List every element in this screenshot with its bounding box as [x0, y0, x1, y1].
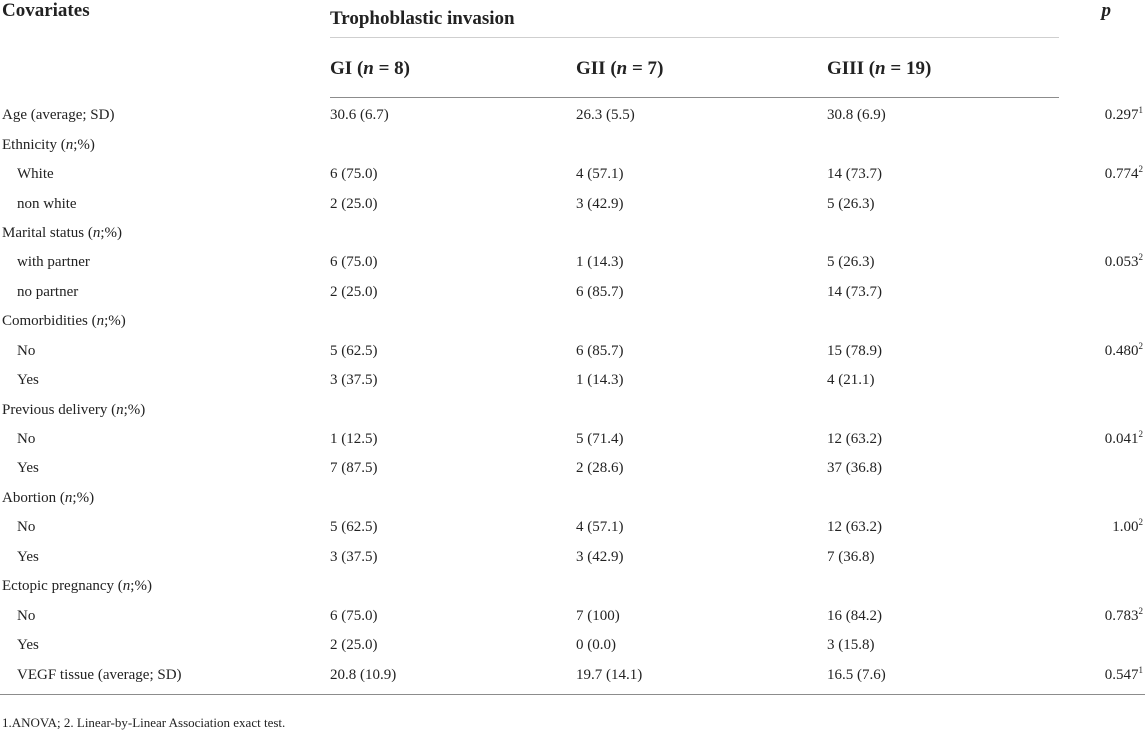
table-row [0, 366, 1145, 395]
p-value-header: p [1101, 0, 1112, 21]
group-value-g2 [576, 219, 827, 248]
table-row [0, 660, 1145, 694]
group-value-g1 [330, 395, 576, 424]
group-value-g2: 3 (42.9) [576, 195, 624, 212]
group-name: GIII [827, 57, 864, 79]
group-value-g3: 14 (73.7) [827, 283, 882, 300]
group-value-g1: 3 (37.5) [330, 372, 378, 389]
header-row-top [0, 0, 1145, 38]
group-value-g2: 6 (85.7) [576, 283, 624, 300]
table-row [0, 631, 1145, 660]
group-value-g1: 6 (75.0) [330, 254, 378, 271]
table-footnote: 1.ANOVA; 2. Linear-by-Linear Association exact test. [2, 715, 286, 730]
group-value-g1: 20.8 (10.9) [330, 660, 576, 694]
group-value-g2: 3 (42.9) [576, 548, 624, 565]
table-row [0, 160, 1145, 189]
covariate-label: Previous delivery (n;%) [2, 401, 146, 418]
table-row [0, 601, 1145, 630]
group-value-g1: 6 (75.0) [330, 607, 378, 624]
n-label: n [875, 57, 886, 79]
p-value-footnote-marker: 1 [1138, 664, 1144, 675]
group-value-g1 [330, 307, 576, 336]
covariate-label: No [17, 519, 36, 536]
p-value [1059, 366, 1145, 395]
group-value-g2: 0 (0.0) [576, 637, 616, 654]
p-value-footnote-marker: 2 [1138, 252, 1144, 263]
table-row [0, 543, 1145, 572]
group-value-g2: 6 (85.7) [576, 342, 624, 359]
p-value [1059, 543, 1145, 572]
covariate-label: White [17, 166, 54, 183]
covariate-label: Ethnicity (n;%) [2, 136, 95, 153]
p-value [1059, 484, 1145, 513]
group-value-g2 [576, 484, 827, 513]
group-value-g1: 2 (25.0) [330, 195, 378, 212]
table-row [0, 189, 1145, 218]
group-name: GI [330, 57, 353, 79]
group-value-g2 [576, 572, 827, 601]
covariate-label: Marital status (n;%) [2, 224, 122, 241]
p-value-footnote-marker: 2 [1138, 605, 1144, 616]
covariate-label: no partner [17, 283, 79, 300]
covariate-label: No [17, 607, 36, 624]
group-value-g2: 4 (57.1) [576, 519, 624, 536]
group-value-g3: 4 (21.1) [827, 372, 875, 389]
covariate-label: No [17, 342, 36, 359]
n-label: n [363, 57, 374, 79]
group-value-g1: 2 (25.0) [330, 283, 378, 300]
group-value-g3: 3 (15.8) [827, 637, 875, 654]
p-value [1059, 631, 1145, 660]
table-row [0, 395, 1145, 424]
p-value [1059, 307, 1145, 336]
table-row [0, 248, 1145, 277]
group-value-g1 [330, 130, 576, 159]
group-value-g3 [827, 130, 1059, 159]
covariate-label: Age (average; SD) [2, 106, 115, 123]
group-value-g1: 7 (87.5) [330, 460, 378, 477]
table-row [0, 278, 1145, 307]
group-value-g3: 16 (84.2) [827, 607, 882, 624]
group-value-g1 [330, 219, 576, 248]
group-value-g2: 19.7 (14.1) [576, 660, 827, 694]
group-value-g2: 1 (14.3) [576, 372, 624, 389]
n-count: = 8 [373, 57, 404, 79]
group-value-g3 [827, 572, 1059, 601]
group-value-g3: 16.5 (7.6) [827, 660, 1059, 694]
p-value: 0.480$^2$ [1104, 340, 1144, 359]
p-value [1059, 189, 1145, 218]
table-body [0, 98, 1145, 695]
table-row [0, 307, 1145, 336]
p-value: 0.297$^1$ [1104, 104, 1144, 123]
covariates-header: Covariates [2, 0, 90, 21]
p-value [1059, 278, 1145, 307]
group-header-giii: GIII (n = 19) [827, 38, 1059, 98]
p-value [1059, 219, 1145, 248]
table-row [0, 513, 1145, 542]
covariate-label: Yes [17, 372, 39, 389]
n-count: = 19 [885, 57, 925, 79]
table-row [0, 425, 1145, 454]
group-value-g1 [330, 572, 576, 601]
group-value-g3: 5 (26.3) [827, 254, 875, 271]
covariate-label: Ectopic pregnancy (n;%) [2, 578, 152, 595]
group-value-g1 [330, 484, 576, 513]
group-header-gi: GI (n = 8) [330, 38, 576, 98]
n-label: n [616, 57, 628, 79]
covariate-label: Yes [17, 460, 39, 477]
group-value-g3: 7 (36.8) [827, 548, 875, 565]
group-value-g3 [827, 484, 1059, 513]
covariate-label: Comorbidities (n;%) [2, 313, 126, 330]
group-header-gii: GII (n = 7) [576, 38, 827, 98]
group-value-g3: 15 (78.9) [827, 342, 882, 359]
group-value-g3: 12 (63.2) [827, 431, 882, 448]
group-value-g1: 30.6 (6.7) [330, 107, 389, 124]
table-row [0, 219, 1145, 248]
group-value-g3: 12 (63.2) [827, 519, 882, 536]
p-value: 0.041$^2$ [1104, 429, 1144, 448]
covariate-label: No [17, 431, 36, 448]
group-value-g1: 6 (75.0) [330, 166, 378, 183]
p-value-footnote-marker: 2 [1138, 340, 1144, 351]
p-value: 0.783$^2$ [1104, 605, 1144, 624]
table-row [0, 130, 1145, 159]
covariate-label: Yes [17, 637, 39, 654]
p-value-footnote-marker: 1 [1138, 104, 1144, 115]
group-value-g3 [827, 219, 1059, 248]
covariate-label: Yes [17, 548, 39, 565]
p-value [1059, 395, 1145, 424]
group-value-g2 [576, 130, 827, 159]
p-value [1059, 454, 1145, 483]
group-value-g1: 1 (12.5) [330, 431, 378, 448]
table-row [0, 484, 1145, 513]
group-value-g3: 37 (36.8) [827, 460, 882, 477]
p-value-footnote-marker: 2 [1138, 517, 1144, 528]
group-value-g3: 14 (73.7) [827, 166, 882, 183]
p-value-footnote-marker: 2 [1138, 164, 1144, 175]
covariate-label: with partner [17, 254, 90, 271]
table-row [0, 454, 1145, 483]
group-value-g1: 2 (25.0) [330, 637, 378, 654]
group-value-g2: 1 (14.3) [576, 254, 624, 271]
group-value-g3 [827, 307, 1059, 336]
group-value-g2 [576, 395, 827, 424]
group-value-g2: 7 (100) [576, 607, 620, 624]
p-value: 1.00$^2$ [1112, 517, 1144, 536]
group-value-g2: 26.3 (5.5) [576, 107, 635, 124]
group-value-g1: 3 (37.5) [330, 548, 378, 565]
n-count: = 7 [627, 57, 658, 79]
group-value-g1: 5 (62.5) [330, 342, 378, 359]
p-value: 0.053$^2$ [1104, 252, 1144, 271]
group-value-g2: 2 (28.6) [576, 460, 624, 477]
p-value-footnote-marker: 2 [1138, 429, 1144, 440]
p-value: 0.774$^2$ [1104, 164, 1144, 183]
group-title-text: Trophoblastic invasion [330, 7, 515, 29]
group-value-g1: 5 (62.5) [330, 519, 378, 536]
group-value-g3 [827, 395, 1059, 424]
covariate-label: Abortion (n;%) [2, 489, 95, 506]
covariate-label: non white [17, 195, 77, 212]
p-value [1059, 130, 1145, 159]
group-value-g2: 4 (57.1) [576, 166, 624, 183]
table-row [0, 98, 1145, 131]
p-value [1059, 572, 1145, 601]
p-value: 0.547$^1$ [1059, 660, 1145, 694]
table-row [0, 337, 1145, 366]
group-value-g3: 5 (26.3) [827, 195, 875, 212]
covariate-label: VEGF tissue (average; SD) [0, 660, 330, 694]
group-value-g2 [576, 307, 827, 336]
group-title-header [330, 0, 1059, 38]
group-value-g2: 5 (71.4) [576, 431, 624, 448]
group-value-g3: 30.8 (6.9) [827, 107, 886, 124]
table-row [0, 572, 1145, 601]
group-name: GII [576, 57, 606, 79]
